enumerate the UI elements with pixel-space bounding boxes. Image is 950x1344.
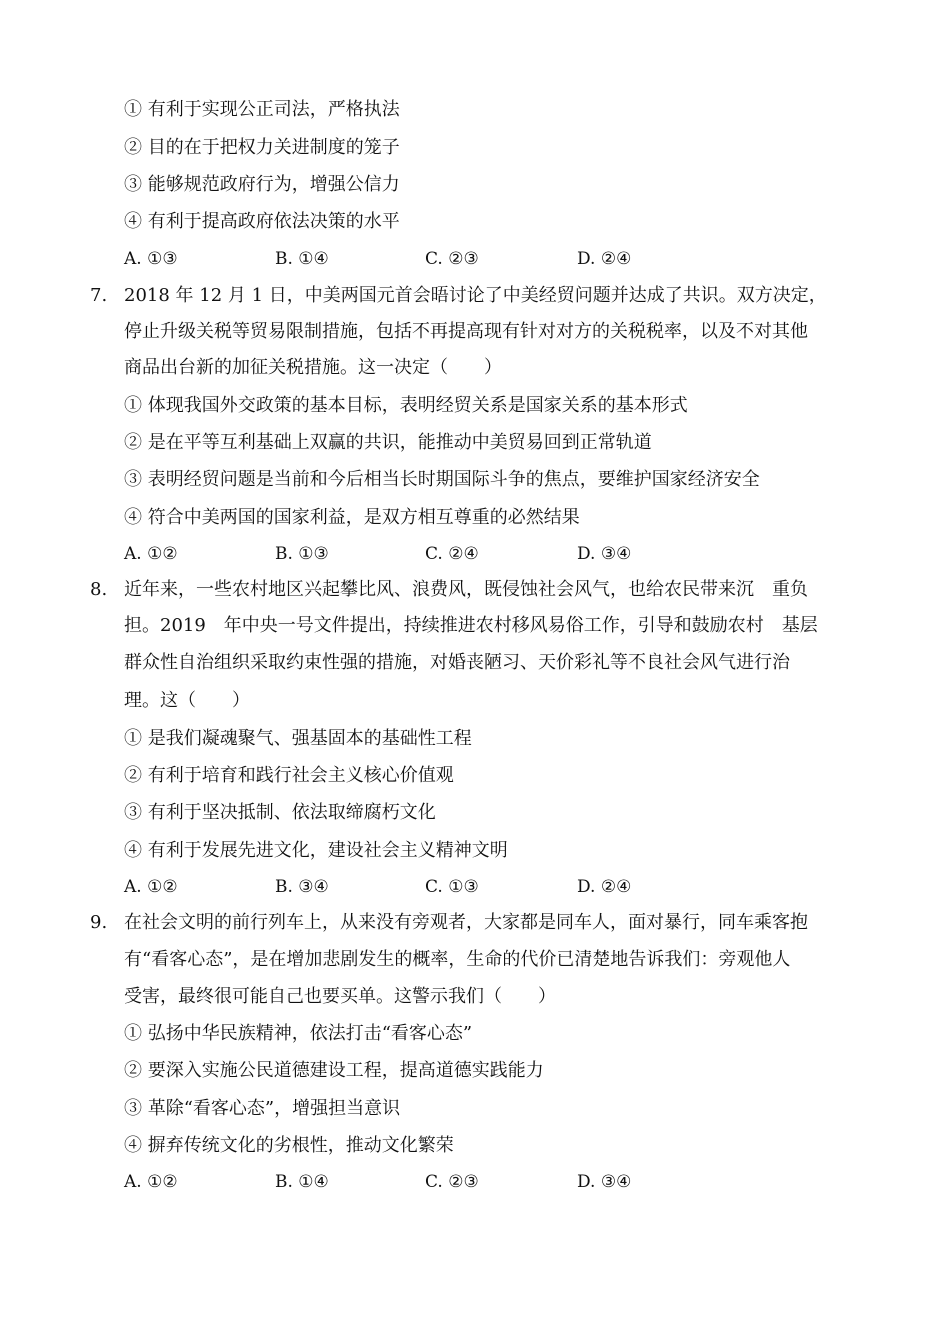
q8-option-a: A. ①② [124, 877, 178, 897]
q8-stem-line-2: 担。2019 年中央一号文件提出，持续推进农村移风易俗工作，引导和鼓励农村 基层 [124, 615, 818, 636]
q6-option-a: A. ①③ [124, 249, 178, 269]
q7-stem-line-3: 商品出台新的加征关税措施。这一决定（ ） [124, 357, 502, 378]
q6-item-3: ③ 能够规范政府行为，增强公信力 [124, 174, 400, 195]
q8-option-c: C. ①③ [425, 877, 479, 897]
q7-option-a: A. ①② [124, 544, 178, 564]
q7-item-2: ② 是在平等互利基础上双赢的共识，能推动中美贸易回到正常轨道 [124, 432, 652, 453]
q9-item-3: ③ 革除“看客心态”，增强担当意识 [124, 1098, 401, 1119]
q9-stem-line-2: 有“看客心态”，是在增加悲剧发生的概率，生命的代价已清楚地告诉我们：旁观他人 [124, 949, 791, 970]
q8-option-b: B. ③④ [275, 877, 329, 897]
q9-item-1: ① 弘扬中华民族精神，依法打击“看客心态” [124, 1023, 473, 1044]
q9-option-b: B. ①④ [275, 1172, 329, 1192]
q9-stem-line-1: 在社会文明的前行列车上，从来没有旁观者，大家都是同车人，面对暴行，同车乘客抱 [124, 912, 808, 933]
q8-item-2: ② 有利于培育和践行社会主义核心价值观 [124, 765, 454, 786]
q7-stem-line-2: 停止升级关税等贸易限制措施，包括不再提高现有针对对方的关税税率，以及不对其他 [124, 321, 808, 342]
q7-stem-line-1: 2018 年 12 月 1 日，中美两国元首会晤讨论了中美经贸问题并达成了共识。双方决定， [124, 285, 827, 306]
q7-number: 7. [90, 285, 108, 306]
q6-item-4: ④ 有利于提高政府依法决策的水平 [124, 211, 400, 232]
q9-option-d: D. ③④ [577, 1172, 632, 1192]
q7-item-3: ③ 表明经贸问题是当前和今后相当长时期国际斗争的焦点，要维护国家经济安全 [124, 469, 760, 490]
q9-stem-line-3: 受害，最终很可能自己也要买单。这警示我们（ ） [124, 986, 556, 1007]
q8-stem-line-3: 群众性自治组织采取约束性强的措施，对婚丧陋习、天价彩礼等不良社会风气进行治 [124, 652, 790, 673]
q8-item-4: ④ 有利于发展先进文化，建设社会主义精神文明 [124, 840, 508, 861]
q9-item-2: ② 要深入实施公民道德建设工程，提高道德实践能力 [124, 1060, 544, 1081]
q7-option-b: B. ①③ [275, 544, 329, 564]
q6-item-2: ② 目的在于把权力关进制度的笼子 [124, 137, 400, 158]
q6-option-d: D. ②④ [577, 249, 632, 269]
q6-option-b: B. ①④ [275, 249, 329, 269]
q6-option-c: C. ②③ [425, 249, 479, 269]
q6-item-1: ① 有利于实现公正司法，严格执法 [124, 99, 400, 120]
q9-option-a: A. ①② [124, 1172, 178, 1192]
q9-item-4: ④ 摒弃传统文化的劣根性，推动文化繁荣 [124, 1135, 454, 1156]
q9-option-c: C. ②③ [425, 1172, 479, 1192]
q8-item-3: ③ 有利于坚决抵制、依法取缔腐朽文化 [124, 802, 436, 823]
q8-number: 8. [90, 579, 108, 600]
q7-option-d: D. ③④ [577, 544, 632, 564]
q8-stem-line-1: 近年来，一些农村地区兴起攀比风、浪费风，既侵蚀社会风气，也给农民带来沉 重负 [124, 579, 808, 600]
q8-stem-line-4: 理。这（ ） [124, 690, 250, 711]
q7-item-4: ④ 符合中美两国的国家利益，是双方相互尊重的必然结果 [124, 507, 580, 528]
q7-item-1: ① 体现我国外交政策的基本目标，表明经贸关系是国家关系的基本形式 [124, 395, 688, 416]
q8-item-1: ① 是我们凝魂聚气、强基固本的基础性工程 [124, 728, 472, 749]
q7-option-c: C. ②④ [425, 544, 479, 564]
q8-option-d: D. ②④ [577, 877, 632, 897]
q9-number: 9. [90, 912, 108, 933]
